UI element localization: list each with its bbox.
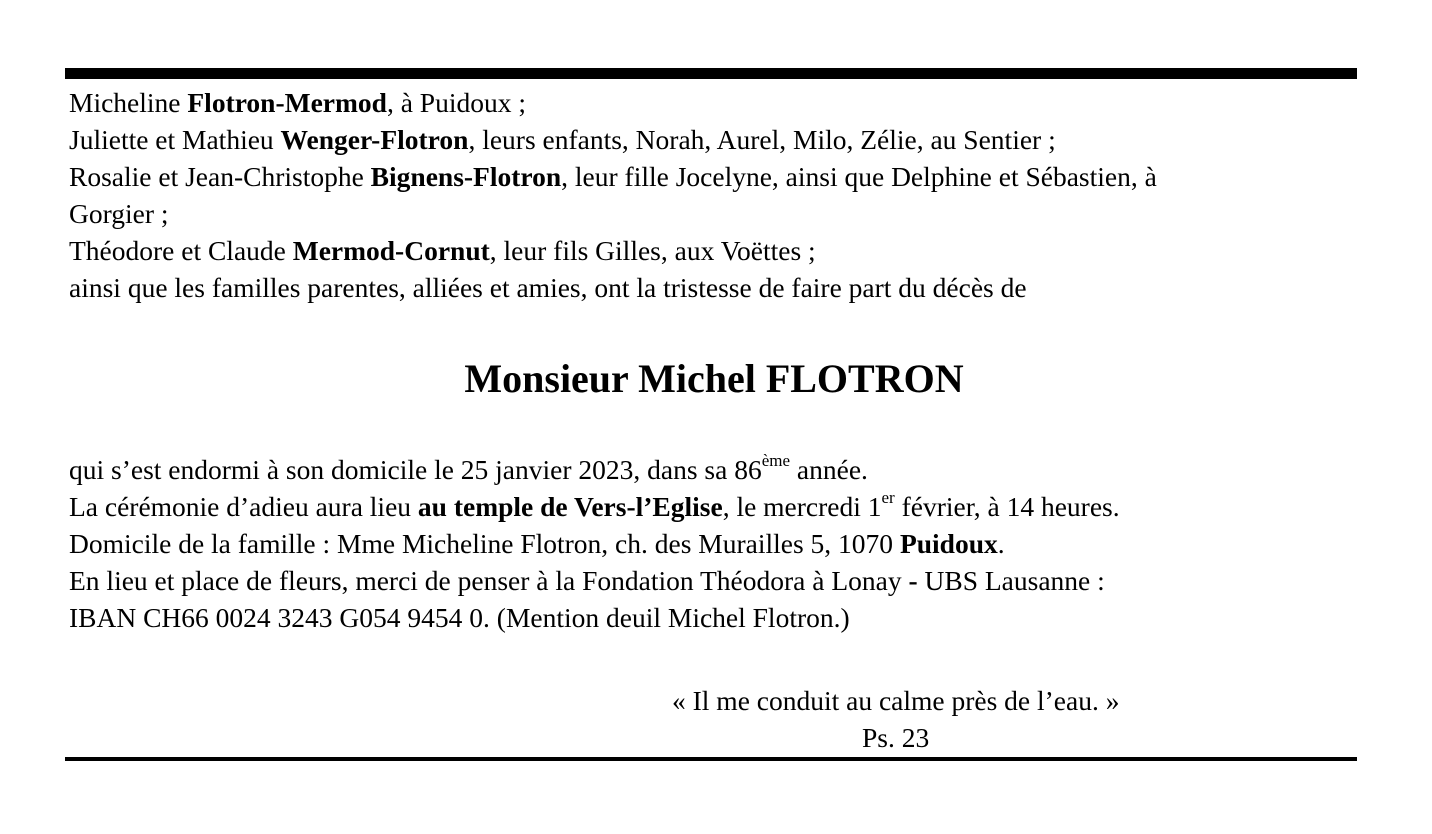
family-line-2: Juliette et Mathieu Wenger-Flotron, leurs enfants, Norah, Aurel, Milo, Zélie, au Sentier ;: [69, 124, 1056, 155]
details-line-donation: En lieu et place de fleurs, merci de penser à la Fondation Théodora à Lonay - UBS Lausanne :: [69, 565, 1105, 596]
details-line-iban: IBAN CH66 0024 3243 G054 9454 0. (Mention deuil Michel Flotron.): [69, 602, 850, 633]
family-line-1: Micheline Flotron-Mermod, à Puidoux ;: [69, 87, 526, 118]
family-line-3: Rosalie et Jean-Christophe Bignens-Flotron, leur fille Jocelyne, ainsi que Delphine et Sébastien, à: [69, 161, 1157, 192]
family-line-5: Théodore et Claude Mermod-Cornut, leur fils Gilles, aux Voëttes ;: [69, 235, 816, 266]
bottom-rule: [65, 757, 1357, 761]
details-line-ceremony: La cérémonie d’adieu aura lieu au temple de Vers-l’Eglise, le mercredi 1er février, à 14 heures.: [69, 487, 1120, 522]
family-line-4: Gorgier ;: [69, 198, 169, 229]
top-rule: [65, 68, 1357, 79]
obituary-notice: [65, 68, 1357, 636]
psalm-reference: Ps. 23: [862, 722, 930, 753]
family-line-6: ainsi que les familles parentes, alliées et amies, ont la tristesse de faire part du décès de: [69, 272, 1027, 303]
deceased-name: Monsieur Michel FLOTRON: [464, 356, 964, 401]
family-list: [65, 84, 1357, 306]
details-line-death: qui s’est endormi à son domicile le 25 janvier 2023, dans sa 86ème année.: [69, 450, 868, 485]
psalm-quote: « Il me conduit au calme près de l’eau. »: [672, 685, 1120, 716]
details-block: [65, 451, 1357, 636]
details-line-domicile: Domicile de la famille : Mme Micheline Flotron, ch. des Murailles 5, 1070 Puidoux.: [69, 528, 1005, 559]
